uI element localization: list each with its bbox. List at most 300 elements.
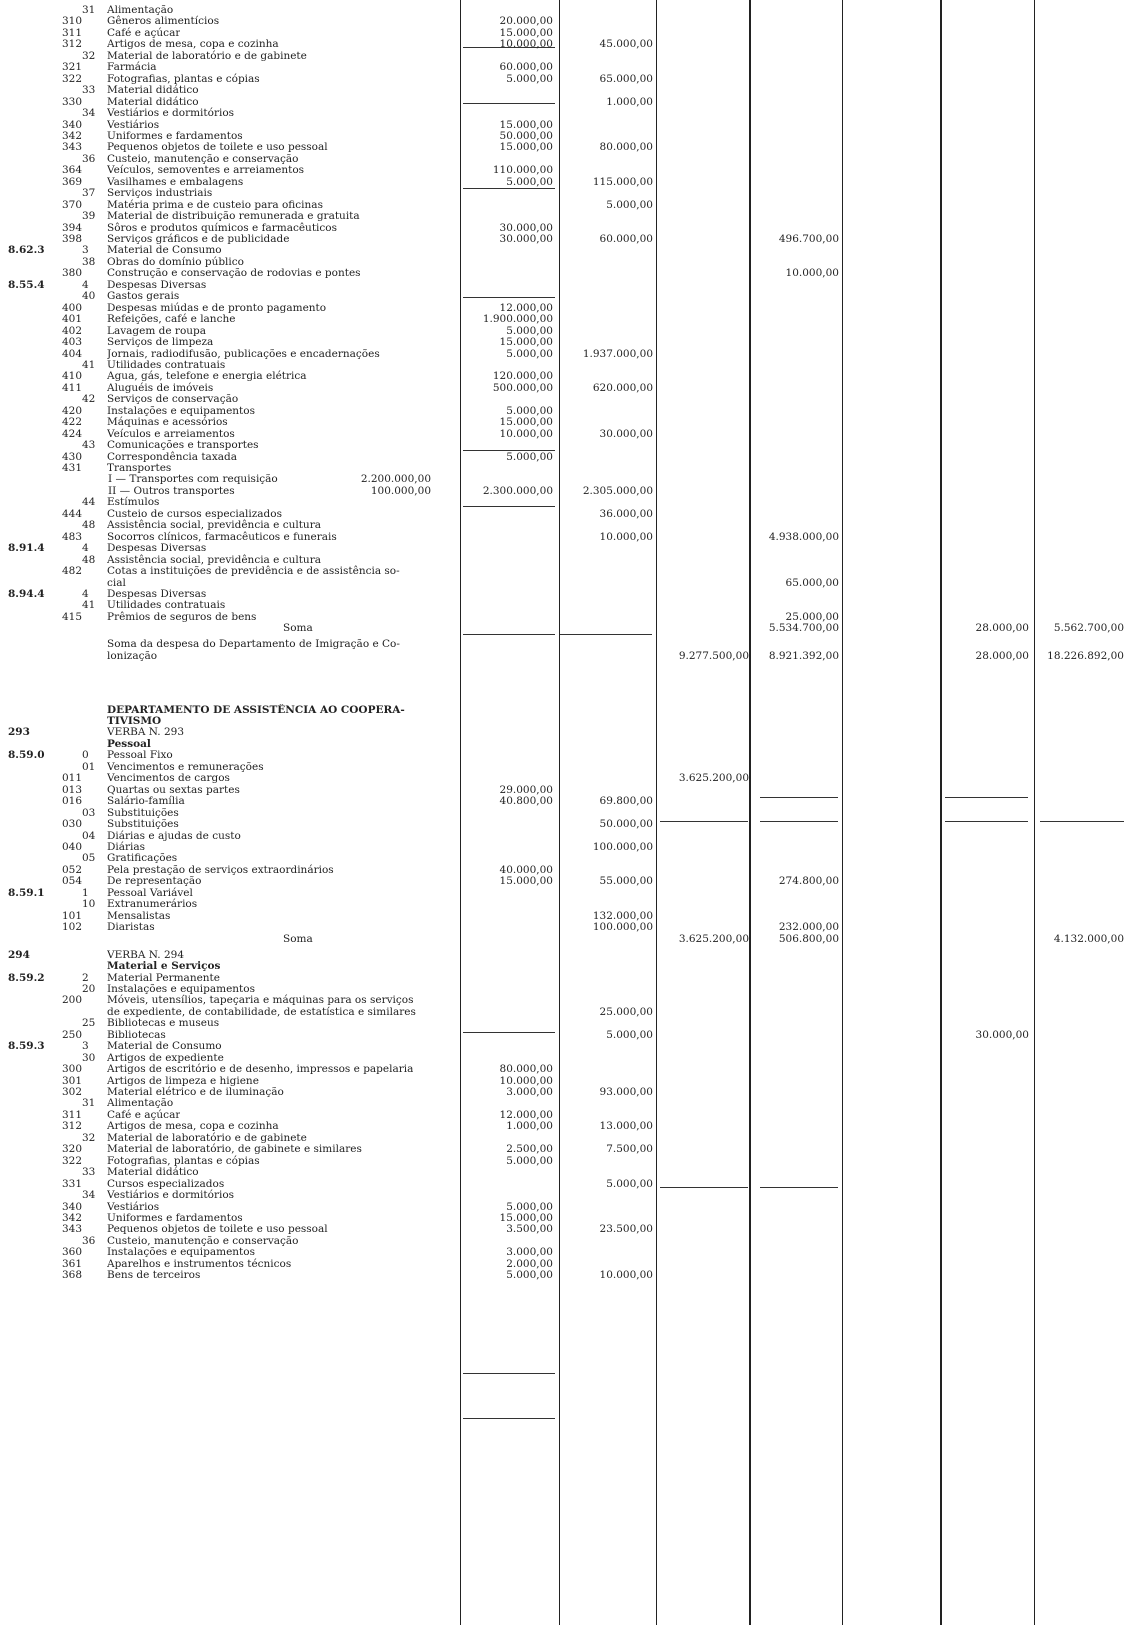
sum-rule	[660, 1187, 748, 1188]
column-rule	[1034, 0, 1035, 1625]
item-code: 415	[62, 610, 83, 623]
item-code: 33	[82, 1166, 96, 1179]
item-label: Material de Consumo	[107, 244, 222, 257]
item-code: 101	[62, 909, 83, 922]
item-label: Móveis, utensílios, tapeçaria e máquinas para os serviços	[107, 994, 414, 1007]
sum-rule	[463, 1032, 555, 1033]
item-label: Despesas Diversas	[107, 587, 207, 600]
item-label: Socorros clínicos, farmacêuticos e funerais	[107, 530, 337, 543]
item-code: 321	[62, 61, 83, 74]
item-code: 052	[62, 863, 83, 876]
item-label: Diaristas	[107, 921, 155, 934]
amount-v2: 7.500,00	[606, 1143, 653, 1156]
amount-v7: 4.132.000,00	[1053, 932, 1124, 945]
item-label: Bibliotecas	[107, 1028, 166, 1041]
amount-v2: 30.000,00	[599, 427, 653, 440]
item-label: Veículos e arreiamentos	[107, 427, 235, 440]
item-label: Substituições	[107, 806, 179, 819]
amount-v1: 2.000,00	[506, 1257, 553, 1270]
amount-v2: 1.000,00	[606, 95, 653, 108]
amount-v4: 8.921.392,00	[768, 649, 839, 662]
item-code: 20	[82, 982, 96, 995]
item-code: 4	[82, 278, 89, 291]
item-code: 310	[62, 15, 83, 28]
item-label: Assistência social, previdência e cultura	[107, 519, 321, 532]
item-code: 30	[82, 1051, 96, 1064]
amount-v2: 23.500,00	[599, 1223, 653, 1236]
item-code: 369	[62, 175, 83, 188]
item-label: Extranumerários	[107, 898, 198, 911]
item-label: Salário-família	[107, 795, 185, 808]
item-label: Substituições	[107, 818, 179, 831]
item-code: 302	[62, 1086, 83, 1099]
item-label: Material de laboratório e de gabinete	[107, 1131, 307, 1144]
item-code: 41	[82, 599, 96, 612]
item-label: Quartas ou sextas partes	[107, 783, 240, 796]
item-code: 364	[62, 164, 83, 177]
sum-rule	[463, 1418, 555, 1419]
amount-v1: 15.000,00	[499, 1211, 553, 1224]
item-code: 34	[82, 1189, 96, 1202]
item-label: DEPARTAMENTO DE ASSISTÊNCIA AO COOPERA-	[107, 703, 405, 716]
item-label: Jornais, radiodifusão, publicações e encadernações	[107, 347, 380, 360]
item-label: Artigos de limpeza e higiene	[107, 1074, 259, 1087]
amount-v2: 100.000,00	[592, 921, 653, 934]
amount-v1: 3.000,00	[506, 1086, 553, 1099]
item-code: 33	[82, 84, 96, 97]
column-rule	[460, 0, 461, 1625]
item-label: Instalações e equipamentos	[107, 404, 255, 417]
item-code: 32	[82, 1131, 96, 1144]
amount-v1: 20.000,00	[499, 15, 553, 28]
item-label: Aluguéis de imóveis	[107, 381, 214, 394]
sum-rule	[463, 103, 555, 104]
item-code: 320	[62, 1143, 83, 1156]
amount-v6: 28.000,00	[975, 649, 1029, 662]
amount-v1: 40.000,00	[499, 863, 553, 876]
item-code: 1	[82, 886, 89, 899]
item-code: 34	[82, 107, 96, 120]
amount-v1: 50.000,00	[499, 129, 553, 142]
amount-v2: 10.000,00	[599, 1269, 653, 1282]
item-label: Mensalistas	[107, 909, 171, 922]
item-label: II — Outros transportes	[108, 484, 235, 497]
item-code: 32	[82, 49, 96, 62]
item-code: 340	[62, 1200, 83, 1213]
item-code: 430	[62, 450, 83, 463]
amount-v2: 55.000,00	[599, 875, 653, 888]
item-code: 43	[82, 439, 96, 452]
amount-v1: 15.000,00	[499, 118, 553, 131]
item-label: Material de distribuição remunerada e gratuita	[107, 210, 360, 223]
item-label: Serviços de limpeza	[107, 336, 214, 349]
item-label: Lavagem de roupa	[107, 324, 207, 337]
item-code: 342	[62, 129, 83, 142]
amount-v1: 10.000,00	[499, 427, 553, 440]
item-label: Alimentação	[107, 4, 174, 16]
sum-rule	[760, 1187, 838, 1188]
amount-v1: 15.000,00	[499, 336, 553, 349]
column-rule	[940, 0, 942, 1625]
item-label: Soma da despesa do Departamento de Imigração e Co-	[107, 638, 400, 651]
amount-v1: 3.500,00	[506, 1223, 553, 1236]
amount-v7: 5.562.700,00	[1053, 622, 1124, 635]
amount-v1: 5.000,00	[506, 1200, 553, 1213]
amount-v2: 100.000,00	[592, 840, 653, 853]
item-code: 422	[62, 416, 83, 429]
item-label: Serviços industriais	[107, 187, 213, 200]
item-label: VERBA N. 294	[107, 948, 185, 961]
item-label: Serviços de conservação	[107, 393, 239, 406]
item-label: Material de laboratório e de gabinete	[107, 49, 307, 62]
amount-v1: 15.000,00	[499, 26, 553, 39]
amount-v1: 2.300.000,00	[482, 484, 553, 497]
item-label: Material elétrico e de iluminação	[107, 1086, 284, 1099]
item-code: 41	[82, 358, 96, 371]
item-label: Instalações e equipamentos	[107, 982, 255, 995]
sum-rule	[463, 1373, 555, 1374]
amount-v1: 40.800,00	[499, 795, 553, 808]
sum-rule	[560, 634, 652, 635]
amount-v1: 30.000,00	[499, 221, 553, 234]
item-label: Cursos especializados	[107, 1177, 225, 1190]
item-label: Bens de terceiros	[107, 1269, 201, 1282]
item-code: 25	[82, 1017, 96, 1030]
item-label: Diárias e ajudas de custo	[107, 829, 241, 842]
amount-v1: 5.000,00	[506, 450, 553, 463]
item-code: 411	[62, 381, 83, 394]
section-code: 8.59.0	[8, 749, 45, 762]
section-code: 8.91.4	[8, 542, 45, 555]
amount-v1: 110.000,00	[492, 164, 553, 177]
item-code: 016	[62, 795, 83, 808]
item-label: Prêmios de seguros de bens	[107, 610, 257, 623]
amount-v0: 2.200.000,00	[360, 473, 431, 486]
amount-v1: 3.000,00	[506, 1246, 553, 1259]
item-code: 343	[62, 1223, 83, 1236]
item-label: Pequenos objetos de toilete e uso pessoal	[107, 1223, 328, 1236]
amount-v1: 2.500,00	[506, 1143, 553, 1156]
item-label: Assistência social, previdência e cultura	[107, 553, 321, 566]
amount-v1: 15.000,00	[499, 141, 553, 154]
item-label: lonização	[107, 649, 158, 662]
item-label: Uniformes e fardamentos	[107, 129, 243, 142]
amount-v3: 3.625.200,00	[678, 932, 749, 945]
item-label: Material e Serviços	[107, 960, 221, 973]
amount-v2: 1.937.000,00	[582, 347, 653, 360]
item-code: 31	[82, 1097, 96, 1110]
item-code: 431	[62, 462, 83, 474]
amount-v2: 45.000,00	[599, 38, 653, 51]
item-code: 340	[62, 118, 83, 131]
item-label: Veículos, semoventes e arreiamentos	[107, 164, 305, 177]
section-code: 8.94.4	[8, 587, 45, 600]
item-label: Máquinas e acessórios	[107, 416, 228, 429]
item-code: 44	[82, 496, 96, 509]
item-code: 011	[62, 772, 83, 785]
column-rule	[656, 0, 657, 1625]
amount-v1: 29.000,00	[499, 783, 553, 796]
amount-v1: 5.000,00	[506, 404, 553, 417]
amount-v4: 506.800,00	[778, 932, 839, 945]
item-code: 404	[62, 347, 83, 360]
sum-rule	[760, 797, 838, 798]
amount-v1: 500.000,00	[492, 381, 553, 394]
item-label: Utilidades contratuais	[107, 599, 226, 612]
item-code: 398	[62, 233, 83, 245]
sum-rule	[1040, 821, 1124, 822]
item-label: Refeições, café e lanche	[107, 313, 236, 326]
item-label: Custeio, manutenção e conservação	[107, 152, 299, 165]
item-code: 040	[62, 840, 83, 853]
item-label: Café e açúcar	[107, 1108, 181, 1121]
item-label: Pessoal Variável	[107, 886, 193, 899]
item-code: 250	[62, 1028, 83, 1041]
item-label: Pessoal Fixo	[107, 749, 173, 762]
item-code: 331	[62, 1177, 83, 1190]
item-label: Farmácia	[107, 61, 157, 74]
item-label: Gêneros alimentícios	[107, 15, 220, 28]
item-code: 05	[82, 852, 96, 865]
item-code: 300	[62, 1063, 83, 1076]
item-label: Alimentação	[107, 1097, 174, 1110]
amount-v1: 5.000,00	[506, 72, 553, 85]
item-label: de expediente, de contabilidade, de estatística e similares	[107, 1005, 416, 1018]
item-label: Aparelhos e instrumentos técnicos	[107, 1257, 292, 1270]
item-label: Construção e conservação de rodovias e pontes	[107, 267, 361, 280]
item-code: 013	[62, 783, 83, 796]
amount-v2: 25.000,00	[599, 1005, 653, 1018]
amount-v2: 65.000,00	[599, 72, 653, 85]
item-label: Vencimentos de cargos	[107, 772, 230, 785]
item-label: Despesas miúdas e de pronto pagamento	[107, 301, 327, 314]
item-label: Soma	[283, 932, 313, 945]
item-label: Fotografias, plantas e cópias	[107, 1154, 260, 1167]
item-label: Vestiários e dormitórios	[107, 1189, 235, 1202]
amount-v1: 1.000,00	[506, 1120, 553, 1133]
amount-v6: 30.000,00	[975, 1028, 1029, 1041]
sum-rule	[463, 297, 555, 298]
item-label: Cotas a instituições de previdência e de assistência so-	[107, 565, 400, 578]
item-label: Instalações e equipamentos	[107, 1246, 255, 1259]
item-label: Sôros e produtos químicos e farmacêuticos	[107, 221, 337, 234]
item-code: 342	[62, 1211, 83, 1224]
sum-rule	[760, 821, 838, 822]
item-label: Gastos gerais	[107, 290, 180, 303]
item-code: 40	[82, 290, 96, 303]
amount-v2: 5.000,00	[606, 1177, 653, 1190]
item-label: Artigos de expediente	[107, 1051, 224, 1064]
item-label: Pela prestação de serviços extraordinários	[107, 863, 334, 876]
item-code: 370	[62, 198, 83, 211]
item-code: 01	[82, 760, 96, 773]
amount-v1: 5.000,00	[506, 324, 553, 337]
item-code: 200	[62, 994, 83, 1007]
amount-v1: 120.000,00	[492, 370, 553, 383]
section-code: 8.59.3	[8, 1040, 45, 1053]
item-code: 3	[82, 1040, 89, 1053]
item-code: 2	[82, 971, 89, 984]
item-code: 403	[62, 336, 83, 349]
item-code: 322	[62, 1154, 83, 1167]
sum-rule	[660, 821, 748, 822]
item-label: Transportes	[107, 462, 172, 474]
item-label: Soma	[283, 622, 313, 635]
item-code: 054	[62, 875, 83, 888]
item-code: 4	[82, 542, 89, 555]
item-code: 311	[62, 1108, 83, 1121]
item-code: 38	[82, 255, 96, 268]
item-label: Despesas Diversas	[107, 542, 207, 555]
item-code: 36	[82, 1234, 96, 1247]
item-label: Custeio de cursos especializados	[107, 507, 282, 520]
amount-v2: 50.000,00	[599, 818, 653, 831]
sum-rule	[463, 188, 555, 189]
item-label: Pessoal	[107, 737, 151, 750]
item-label: Artigos de escritório e de desenho, impressos e papelaria	[107, 1063, 414, 1076]
item-code: 410	[62, 370, 83, 383]
section-code: 293	[8, 726, 30, 739]
section-code: 294	[8, 948, 30, 961]
amount-v1: 5.000,00	[506, 175, 553, 188]
item-label: TIVISMO	[107, 715, 162, 728]
amount-v4: 232.000,00	[778, 921, 839, 934]
item-code: 312	[62, 38, 83, 51]
amount-v2: 620.000,00	[592, 381, 653, 394]
item-label: Vestiários e dormitórios	[107, 107, 235, 120]
item-label: Gratificações	[107, 852, 178, 865]
amount-v4: 25.000,00	[785, 610, 839, 623]
amount-v1: 5.000,00	[506, 1269, 553, 1282]
item-label: Custeio, manutenção e conservação	[107, 1234, 299, 1247]
amount-v1: 10.000,00	[499, 1074, 553, 1087]
item-code: 483	[62, 530, 83, 543]
section-code: 8.59.1	[8, 886, 45, 899]
item-label: Uniformes e fardamentos	[107, 1211, 243, 1224]
item-label: Artigos de mesa, copa e cozinha	[107, 38, 279, 51]
item-code: 42	[82, 393, 96, 406]
item-code: 361	[62, 1257, 83, 1270]
item-label: Vestiários	[107, 1200, 160, 1213]
item-label: Diárias	[107, 840, 146, 853]
item-code: 444	[62, 507, 83, 520]
item-label: VERBA N. 293	[107, 726, 185, 739]
amount-v4: 496.700,00	[778, 233, 839, 245]
item-code: 030	[62, 818, 83, 831]
amount-v2: 5.000,00	[606, 198, 653, 211]
amount-v1: 1.900.000,00	[482, 313, 553, 326]
amount-v2: 80.000,00	[599, 141, 653, 154]
sum-rule	[463, 634, 555, 635]
item-label: Material didático	[107, 95, 199, 108]
amount-v4: 5.534.700,00	[768, 622, 839, 635]
amount-v3: 3.625.200,00	[678, 772, 749, 785]
item-code: 0	[82, 749, 89, 762]
item-label: Fotografias, plantas e cópias	[107, 72, 260, 85]
item-label: Vencimentos e remunerações	[107, 760, 264, 773]
section-code: 8.55.4	[8, 278, 45, 291]
item-code: 36	[82, 152, 96, 165]
item-label: Utilidades contratuais	[107, 358, 226, 371]
item-label: Vestiários	[107, 118, 160, 131]
amount-v1: 12.000,00	[499, 1108, 553, 1121]
sum-rule	[945, 821, 1028, 822]
amount-v1: 60.000,00	[499, 61, 553, 74]
item-code: 401	[62, 313, 83, 326]
item-code: 4	[82, 587, 89, 600]
item-code: 424	[62, 427, 83, 440]
item-code: 31	[82, 4, 96, 16]
item-code: 394	[62, 221, 83, 234]
amount-v2: 115.000,00	[592, 175, 653, 188]
amount-v1: 10.000,00	[499, 38, 553, 51]
item-code: 482	[62, 565, 83, 578]
amount-v2: 93.000,00	[599, 1086, 653, 1099]
item-code: 311	[62, 26, 83, 39]
item-code: 39	[82, 210, 96, 223]
amount-v4: 274.800,00	[778, 875, 839, 888]
item-label: Material Permanente	[107, 971, 220, 984]
item-label: Café e açúcar	[107, 26, 181, 39]
item-label: Material de Consumo	[107, 1040, 222, 1053]
item-code: 48	[82, 519, 96, 532]
item-label: I — Transportes com requisição	[108, 473, 278, 486]
sum-rule	[945, 797, 1028, 798]
item-code: 368	[62, 1269, 83, 1282]
amount-v1: 12.000,00	[499, 301, 553, 314]
amount-v4: 10.000,00	[785, 267, 839, 280]
item-label: cial	[107, 576, 126, 589]
item-code: 330	[62, 95, 83, 108]
item-code: 10	[82, 898, 96, 911]
amount-v1: 30.000,00	[499, 233, 553, 245]
item-code: 322	[62, 72, 83, 85]
column-rule	[842, 0, 843, 1625]
item-label: Comunicações e transportes	[107, 439, 259, 452]
item-label: Artigos de mesa, copa e cozinha	[107, 1120, 279, 1133]
item-label: Agua, gás, telefone e energia elétrica	[107, 370, 307, 383]
item-label: Material didático	[107, 1166, 199, 1179]
item-code: 380	[62, 267, 83, 280]
item-code: 37	[82, 187, 96, 200]
item-label: Correspondência taxada	[107, 450, 237, 463]
amount-v0: 100.000,00	[370, 484, 431, 497]
amount-v6: 28.000,00	[975, 622, 1029, 635]
section-code: 8.62.3	[8, 244, 45, 257]
item-code: 04	[82, 829, 96, 842]
item-label: Material de laboratório, de gabinete e similares	[107, 1143, 362, 1156]
amount-v3: 9.277.500,00	[678, 649, 749, 662]
amount-v2: 10.000,00	[599, 530, 653, 543]
item-code: 102	[62, 921, 83, 934]
amount-v2: 2.305.000,00	[582, 484, 653, 497]
amount-v7: 18.226.892,00	[1047, 649, 1124, 662]
item-code: 360	[62, 1246, 83, 1259]
item-label: Pequenos objetos de toilete e uso pessoal	[107, 141, 328, 154]
amount-v1: 15.000,00	[499, 875, 553, 888]
item-label: Bibliotecas e museus	[107, 1017, 220, 1030]
item-label: Estímulos	[107, 496, 160, 509]
amount-v4: 65.000,00	[785, 576, 839, 589]
amount-v1: 15.000,00	[499, 416, 553, 429]
item-label: Despesas Diversas	[107, 278, 207, 291]
amount-v2: 132.000,00	[592, 909, 653, 922]
item-code: 03	[82, 806, 96, 819]
amount-v2: 60.000,00	[599, 233, 653, 245]
item-code: 400	[62, 301, 83, 314]
item-label: Vasilhames e embalagens	[107, 175, 244, 188]
amount-v2: 13.000,00	[599, 1120, 653, 1133]
